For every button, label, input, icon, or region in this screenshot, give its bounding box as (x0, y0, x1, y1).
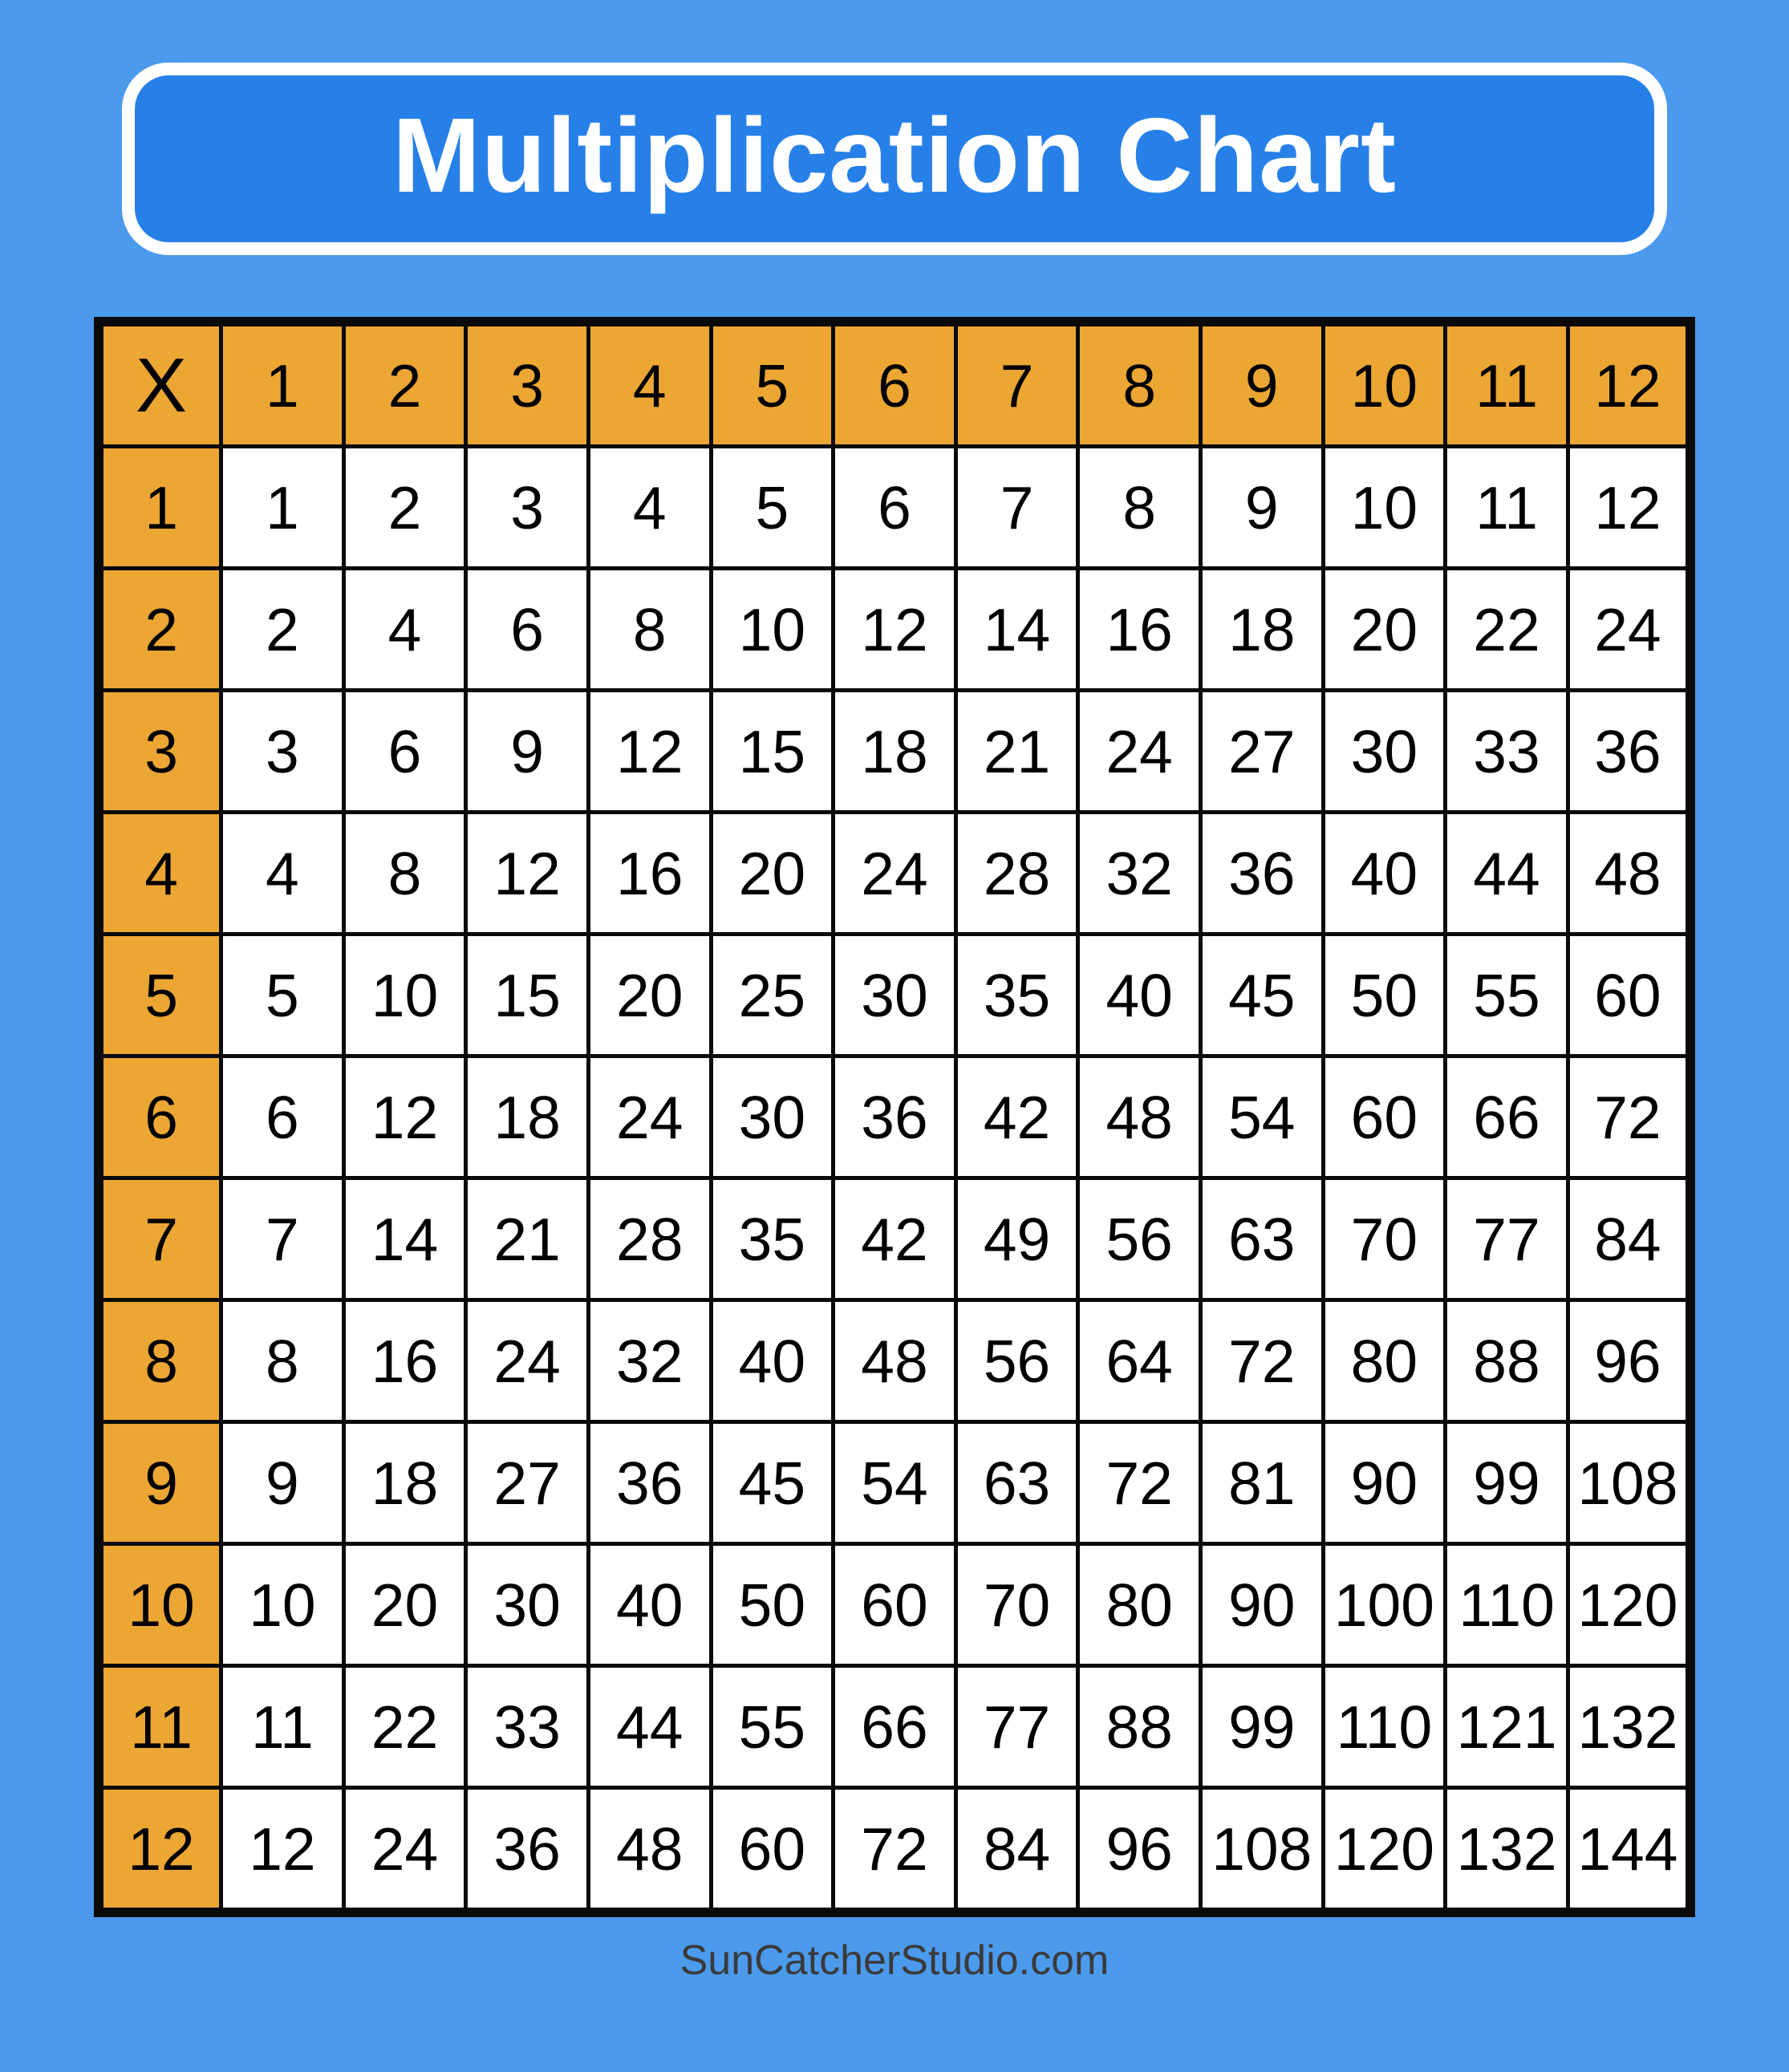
table-cell: 96 (1078, 1788, 1201, 1913)
table-cell: 10 (711, 569, 834, 691)
table-cell: 6 (221, 1056, 344, 1178)
table-cell: 36 (834, 1056, 956, 1178)
table-cell: 110 (1446, 1544, 1568, 1666)
row-header-cell: 6 (99, 1056, 221, 1178)
table-cell: 72 (1200, 1300, 1323, 1422)
table-header-row (99, 322, 1690, 447)
table-cell: 90 (1323, 1422, 1446, 1544)
table-row (99, 1666, 1690, 1788)
column-header-cell: 8 (1078, 322, 1201, 447)
table-cell: 64 (1078, 1300, 1201, 1422)
table-cell: 66 (1446, 1056, 1568, 1178)
column-header-cell: 9 (1200, 322, 1323, 447)
table-cell: 45 (1200, 935, 1323, 1056)
table-row (99, 1788, 1690, 1913)
table-cell: 81 (1200, 1422, 1323, 1544)
table-cell: 12 (834, 569, 956, 691)
table-cell: 9 (221, 1422, 344, 1544)
row-header-cell: 3 (99, 691, 221, 813)
table-cell: 108 (1200, 1788, 1323, 1913)
table-cell: 50 (711, 1544, 834, 1666)
table-cell: 88 (1446, 1300, 1568, 1422)
table-cell: 2 (343, 447, 466, 569)
table-cell: 36 (1568, 691, 1690, 813)
table-cell: 35 (955, 935, 1078, 1056)
table-cell: 12 (588, 691, 711, 813)
table-cell: 120 (1568, 1544, 1690, 1666)
table-cell: 84 (955, 1788, 1078, 1913)
table-cell: 48 (834, 1300, 956, 1422)
row-header-cell: 11 (99, 1666, 221, 1788)
table-row (99, 1300, 1690, 1422)
table-row (99, 1056, 1690, 1178)
table-row (99, 813, 1690, 935)
row-header-cell: 1 (99, 447, 221, 569)
table-cell: 1 (221, 447, 344, 569)
row-header-cell: 7 (99, 1178, 221, 1300)
corner-cell: X (99, 322, 221, 447)
table-cell: 72 (1078, 1422, 1201, 1544)
table-cell: 6 (343, 691, 466, 813)
table-cell: 18 (834, 691, 956, 813)
table-cell: 35 (711, 1178, 834, 1300)
row-header-cell: 9 (99, 1422, 221, 1544)
table-cell: 42 (834, 1178, 956, 1300)
table-cell: 14 (955, 569, 1078, 691)
table-cell: 10 (221, 1544, 344, 1666)
table-cell: 48 (1078, 1056, 1201, 1178)
table-cell: 27 (1200, 691, 1323, 813)
table-cell: 50 (1323, 935, 1446, 1056)
column-header-cell: 12 (1568, 322, 1690, 447)
table-cell: 80 (1323, 1300, 1446, 1422)
table-cell: 99 (1200, 1666, 1323, 1788)
table-cell: 7 (221, 1178, 344, 1300)
table-cell: 63 (955, 1422, 1078, 1544)
table-cell: 36 (1200, 813, 1323, 935)
table-cell: 48 (1568, 813, 1690, 935)
table-cell: 56 (1078, 1178, 1201, 1300)
table-cell: 12 (221, 1788, 344, 1913)
table-cell: 10 (1323, 447, 1446, 569)
column-header-cell: 10 (1323, 322, 1446, 447)
row-header-cell: 4 (99, 813, 221, 935)
table-row (99, 569, 1690, 691)
table-cell: 144 (1568, 1788, 1690, 1913)
table-cell: 33 (466, 1666, 589, 1788)
table-cell: 8 (588, 569, 711, 691)
table-row (99, 691, 1690, 813)
table-cell: 18 (466, 1056, 589, 1178)
table-cell: 80 (1078, 1544, 1201, 1666)
table-cell: 55 (711, 1666, 834, 1788)
table-cell: 72 (834, 1788, 956, 1913)
column-header-cell: 11 (1446, 322, 1568, 447)
table-cell: 40 (1078, 935, 1201, 1056)
column-header-cell: 4 (588, 322, 711, 447)
table-cell: 132 (1568, 1666, 1690, 1788)
column-header-cell: 3 (466, 322, 589, 447)
table-cell: 24 (343, 1788, 466, 1913)
table-cell: 6 (466, 569, 589, 691)
table-cell: 8 (221, 1300, 344, 1422)
table-cell: 7 (955, 447, 1078, 569)
table-cell: 12 (343, 1056, 466, 1178)
table-cell: 20 (588, 935, 711, 1056)
table-cell: 4 (221, 813, 344, 935)
table-cell: 40 (711, 1300, 834, 1422)
column-header-cell: 2 (343, 322, 466, 447)
table-cell: 5 (221, 935, 344, 1056)
table-cell: 48 (588, 1788, 711, 1913)
row-header-cell: 2 (99, 569, 221, 691)
table-cell: 25 (711, 935, 834, 1056)
table-row (99, 935, 1690, 1056)
table-cell: 9 (466, 691, 589, 813)
table-cell: 2 (221, 569, 344, 691)
table-cell: 20 (343, 1544, 466, 1666)
table-cell: 36 (588, 1422, 711, 1544)
table-cell: 24 (1568, 569, 1690, 691)
table-cell: 24 (466, 1300, 589, 1422)
table-cell: 54 (1200, 1056, 1323, 1178)
table-cell: 72 (1568, 1056, 1690, 1178)
row-header-cell: 12 (99, 1788, 221, 1913)
table-cell: 33 (1446, 691, 1568, 813)
table-cell: 24 (588, 1056, 711, 1178)
table-cell: 14 (343, 1178, 466, 1300)
table-cell: 88 (1078, 1666, 1201, 1788)
table-cell: 70 (1323, 1178, 1446, 1300)
table-cell: 54 (834, 1422, 956, 1544)
table-cell: 3 (221, 691, 344, 813)
table-cell: 6 (834, 447, 956, 569)
table-cell: 16 (1078, 569, 1201, 691)
footer-credit: SunCatcherStudio.com (679, 1937, 1110, 1984)
table-cell: 24 (1078, 691, 1201, 813)
table-cell: 9 (1200, 447, 1323, 569)
table-cell: 32 (1078, 813, 1201, 935)
table-cell: 60 (834, 1544, 956, 1666)
table-cell: 12 (466, 813, 589, 935)
table-cell: 11 (1446, 447, 1568, 569)
table-cell: 99 (1446, 1422, 1568, 1544)
table-cell: 21 (955, 691, 1078, 813)
column-header-cell: 6 (834, 322, 956, 447)
table-cell: 30 (834, 935, 956, 1056)
table-row (99, 1544, 1690, 1666)
table-cell: 40 (588, 1544, 711, 1666)
table-cell: 18 (343, 1422, 466, 1544)
table-cell: 36 (466, 1788, 589, 1913)
table-cell: 16 (343, 1300, 466, 1422)
table-cell: 45 (711, 1422, 834, 1544)
table-cell: 44 (1446, 813, 1568, 935)
table-cell: 10 (343, 935, 466, 1056)
table-cell: 60 (1568, 935, 1690, 1056)
table-cell: 24 (834, 813, 956, 935)
table-cell: 60 (711, 1788, 834, 1913)
table-cell: 8 (343, 813, 466, 935)
table-cell: 49 (955, 1178, 1078, 1300)
multiplication-table (94, 317, 1695, 1917)
table-cell: 21 (466, 1178, 589, 1300)
table-cell: 70 (955, 1544, 1078, 1666)
table-cell: 60 (1323, 1056, 1446, 1178)
table-cell: 18 (1200, 569, 1323, 691)
table-cell: 77 (1446, 1178, 1568, 1300)
page-title: Multiplication Chart (392, 96, 1397, 214)
table-cell: 8 (1078, 447, 1201, 569)
title-banner (122, 63, 1667, 255)
table-cell: 3 (466, 447, 589, 569)
table-cell: 108 (1568, 1422, 1690, 1544)
table-cell: 22 (1446, 569, 1568, 691)
table-cell: 66 (834, 1666, 956, 1788)
table-cell: 40 (1323, 813, 1446, 935)
table-cell: 32 (588, 1300, 711, 1422)
table-cell: 5 (711, 447, 834, 569)
table-cell: 55 (1446, 935, 1568, 1056)
row-header-cell: 10 (99, 1544, 221, 1666)
row-header-cell: 8 (99, 1300, 221, 1422)
table-cell: 56 (955, 1300, 1078, 1422)
table-cell: 30 (711, 1056, 834, 1178)
table-cell: 132 (1446, 1788, 1568, 1913)
table-cell: 100 (1323, 1544, 1446, 1666)
table-cell: 42 (955, 1056, 1078, 1178)
table-cell: 4 (343, 569, 466, 691)
table-cell: 12 (1568, 447, 1690, 569)
table-cell: 15 (711, 691, 834, 813)
table-cell: 20 (711, 813, 834, 935)
column-header-cell: 5 (711, 322, 834, 447)
table-cell: 4 (588, 447, 711, 569)
column-header-cell: 1 (221, 322, 344, 447)
table-cell: 84 (1568, 1178, 1690, 1300)
row-header-cell: 5 (99, 935, 221, 1056)
table-cell: 30 (1323, 691, 1446, 813)
table-cell: 27 (466, 1422, 589, 1544)
table-cell: 30 (466, 1544, 589, 1666)
table-cell: 11 (221, 1666, 344, 1788)
column-header-cell: 7 (955, 322, 1078, 447)
table-cell: 22 (343, 1666, 466, 1788)
table-cell: 28 (588, 1178, 711, 1300)
table-row (99, 1422, 1690, 1544)
table-cell: 90 (1200, 1544, 1323, 1666)
table-cell: 121 (1446, 1666, 1568, 1788)
table-row (99, 447, 1690, 569)
table-cell: 20 (1323, 569, 1446, 691)
table-cell: 96 (1568, 1300, 1690, 1422)
table-cell: 120 (1323, 1788, 1446, 1913)
page-background (0, 63, 1789, 2072)
table-cell: 77 (955, 1666, 1078, 1788)
table-cell: 28 (955, 813, 1078, 935)
table-cell: 15 (466, 935, 589, 1056)
table-cell: 16 (588, 813, 711, 935)
table-row (99, 1178, 1690, 1300)
table-cell: 44 (588, 1666, 711, 1788)
table-cell: 63 (1200, 1178, 1323, 1300)
table-cell: 110 (1323, 1666, 1446, 1788)
